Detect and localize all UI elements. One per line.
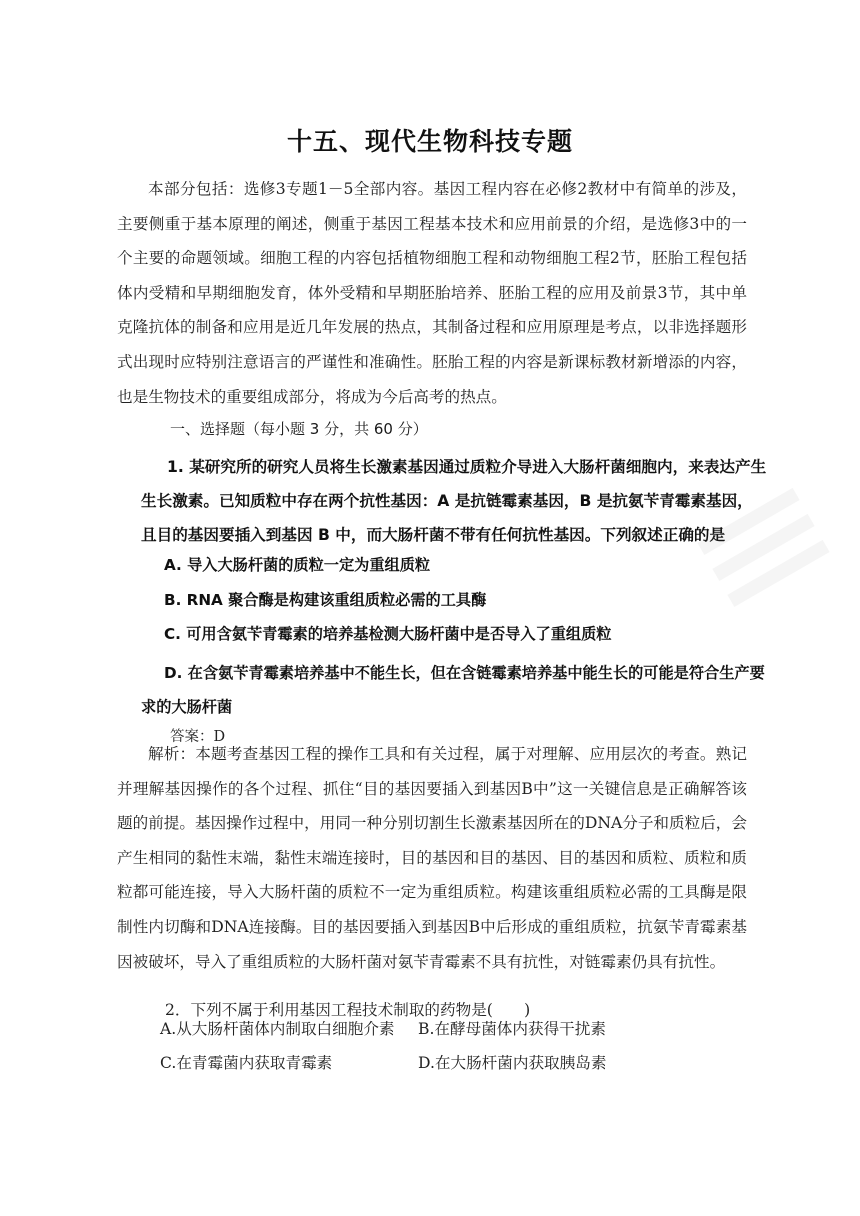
question-1-option-b: B. RNA 聚合酶是构建该重组质粒必需的工具酶 [164, 591, 487, 609]
question-2-option-d: D.在大肠杆菌内获取胰岛素 [418, 1054, 607, 1072]
question-1-option-d: D. 在含氨苄青霉素培养基中不能生长，但在含链霉素培养基中能生长的可能是符合生产要求的大肠杆菌 [141, 664, 765, 716]
page-title: 十五、现代生物科技专题 [286, 127, 573, 156]
question-1-option-c: C. 可用含氨苄青霉素的培养基检测大肠杆菌中是否导入了重组质粒 [164, 625, 612, 643]
question-1-analysis: 解析：本题考查基因工程的操作工具和有关过程，属于对理解、应用层次的考查。熟记并理解基因操作的各个过程、抓住“目的基因要插入到基因B中”这一关键信息是正确解答该题的前提。基因操作过程中，用同一种分别切割生长激素基因所在的DNA分子和质粒后，会产生相同的黏性末端，黏性末端连接时，目的基因和目的基因、目的基因和质粒、质粒和质粒都可能连接，导入大肠杆菌的质粒不一定为重组质粒。构建该重组质粒必需的工具酶是限制性内切酶和DNA连接酶。目的基因要插入到基因B中后形成的重组质粒，抗氨苄青霉素基因被破坏，导入了重组质粒的大肠杆菌对氨苄青霉素不具有抗性，对链霉素仍具有抗性。 [117, 745, 747, 971]
question-2-option-b: B.在酵母菌体内获得干扰素 [418, 1020, 606, 1038]
question-1-answer: 答案：D [170, 728, 226, 745]
question-2-option-a: A.从大肠杆菌体内制取白细胞介素 [160, 1020, 395, 1038]
intro-paragraph: 本部分包括：选修3专题1－5全部内容。基因工程内容在必修2教材中有简单的涉及，主要侧重于基本原理的阐述，侧重于基因工程基本技术和应用前景的介绍，是选修3中的一个主要的命题领域。细胞工程的内容包括植物细胞工程和动物细胞工程2节，胚胎工程包括体内受精和早期细胞发育，体外受精和早期胚胎培养、胚胎工程的应用及前景3节，其中单克隆抗体的制备和应用是近几年发展的热点，其制备过程和应用原理是考点，以非选择题形式出现时应特别注意语言的严谨性和准确性。胚胎工程的内容是新课标教材新增添的内容，也是生物技术的重要组成部分，将成为今后高考的热点。 [117, 180, 747, 406]
question-2-stem: 2．下列不属于利用基因工程技术制取的药物是( ) [165, 1000, 531, 1019]
question-1-stem: 1. 某研究所的研究人员将生长激素基因通过质粒介导进入大肠杆菌细胞内，来表达产生生长激素。已知质粒中存在两个抗性基因：A 是抗链霉素基因，B 是抗氨苄青霉素基因，且目的基因要插入到基因 B 中，而大肠杆菌不带有任何抗性基因。下列叙述正确的是 [141, 458, 767, 544]
question-2-option-c: C.在青霉菌内获取青霉素 [160, 1054, 333, 1072]
section-heading: 一、选择题（每小题 3 分，共 60 分） [170, 420, 428, 438]
question-1-option-a: A. 导入大肠杆菌的质粒一定为重组质粒 [164, 556, 431, 574]
